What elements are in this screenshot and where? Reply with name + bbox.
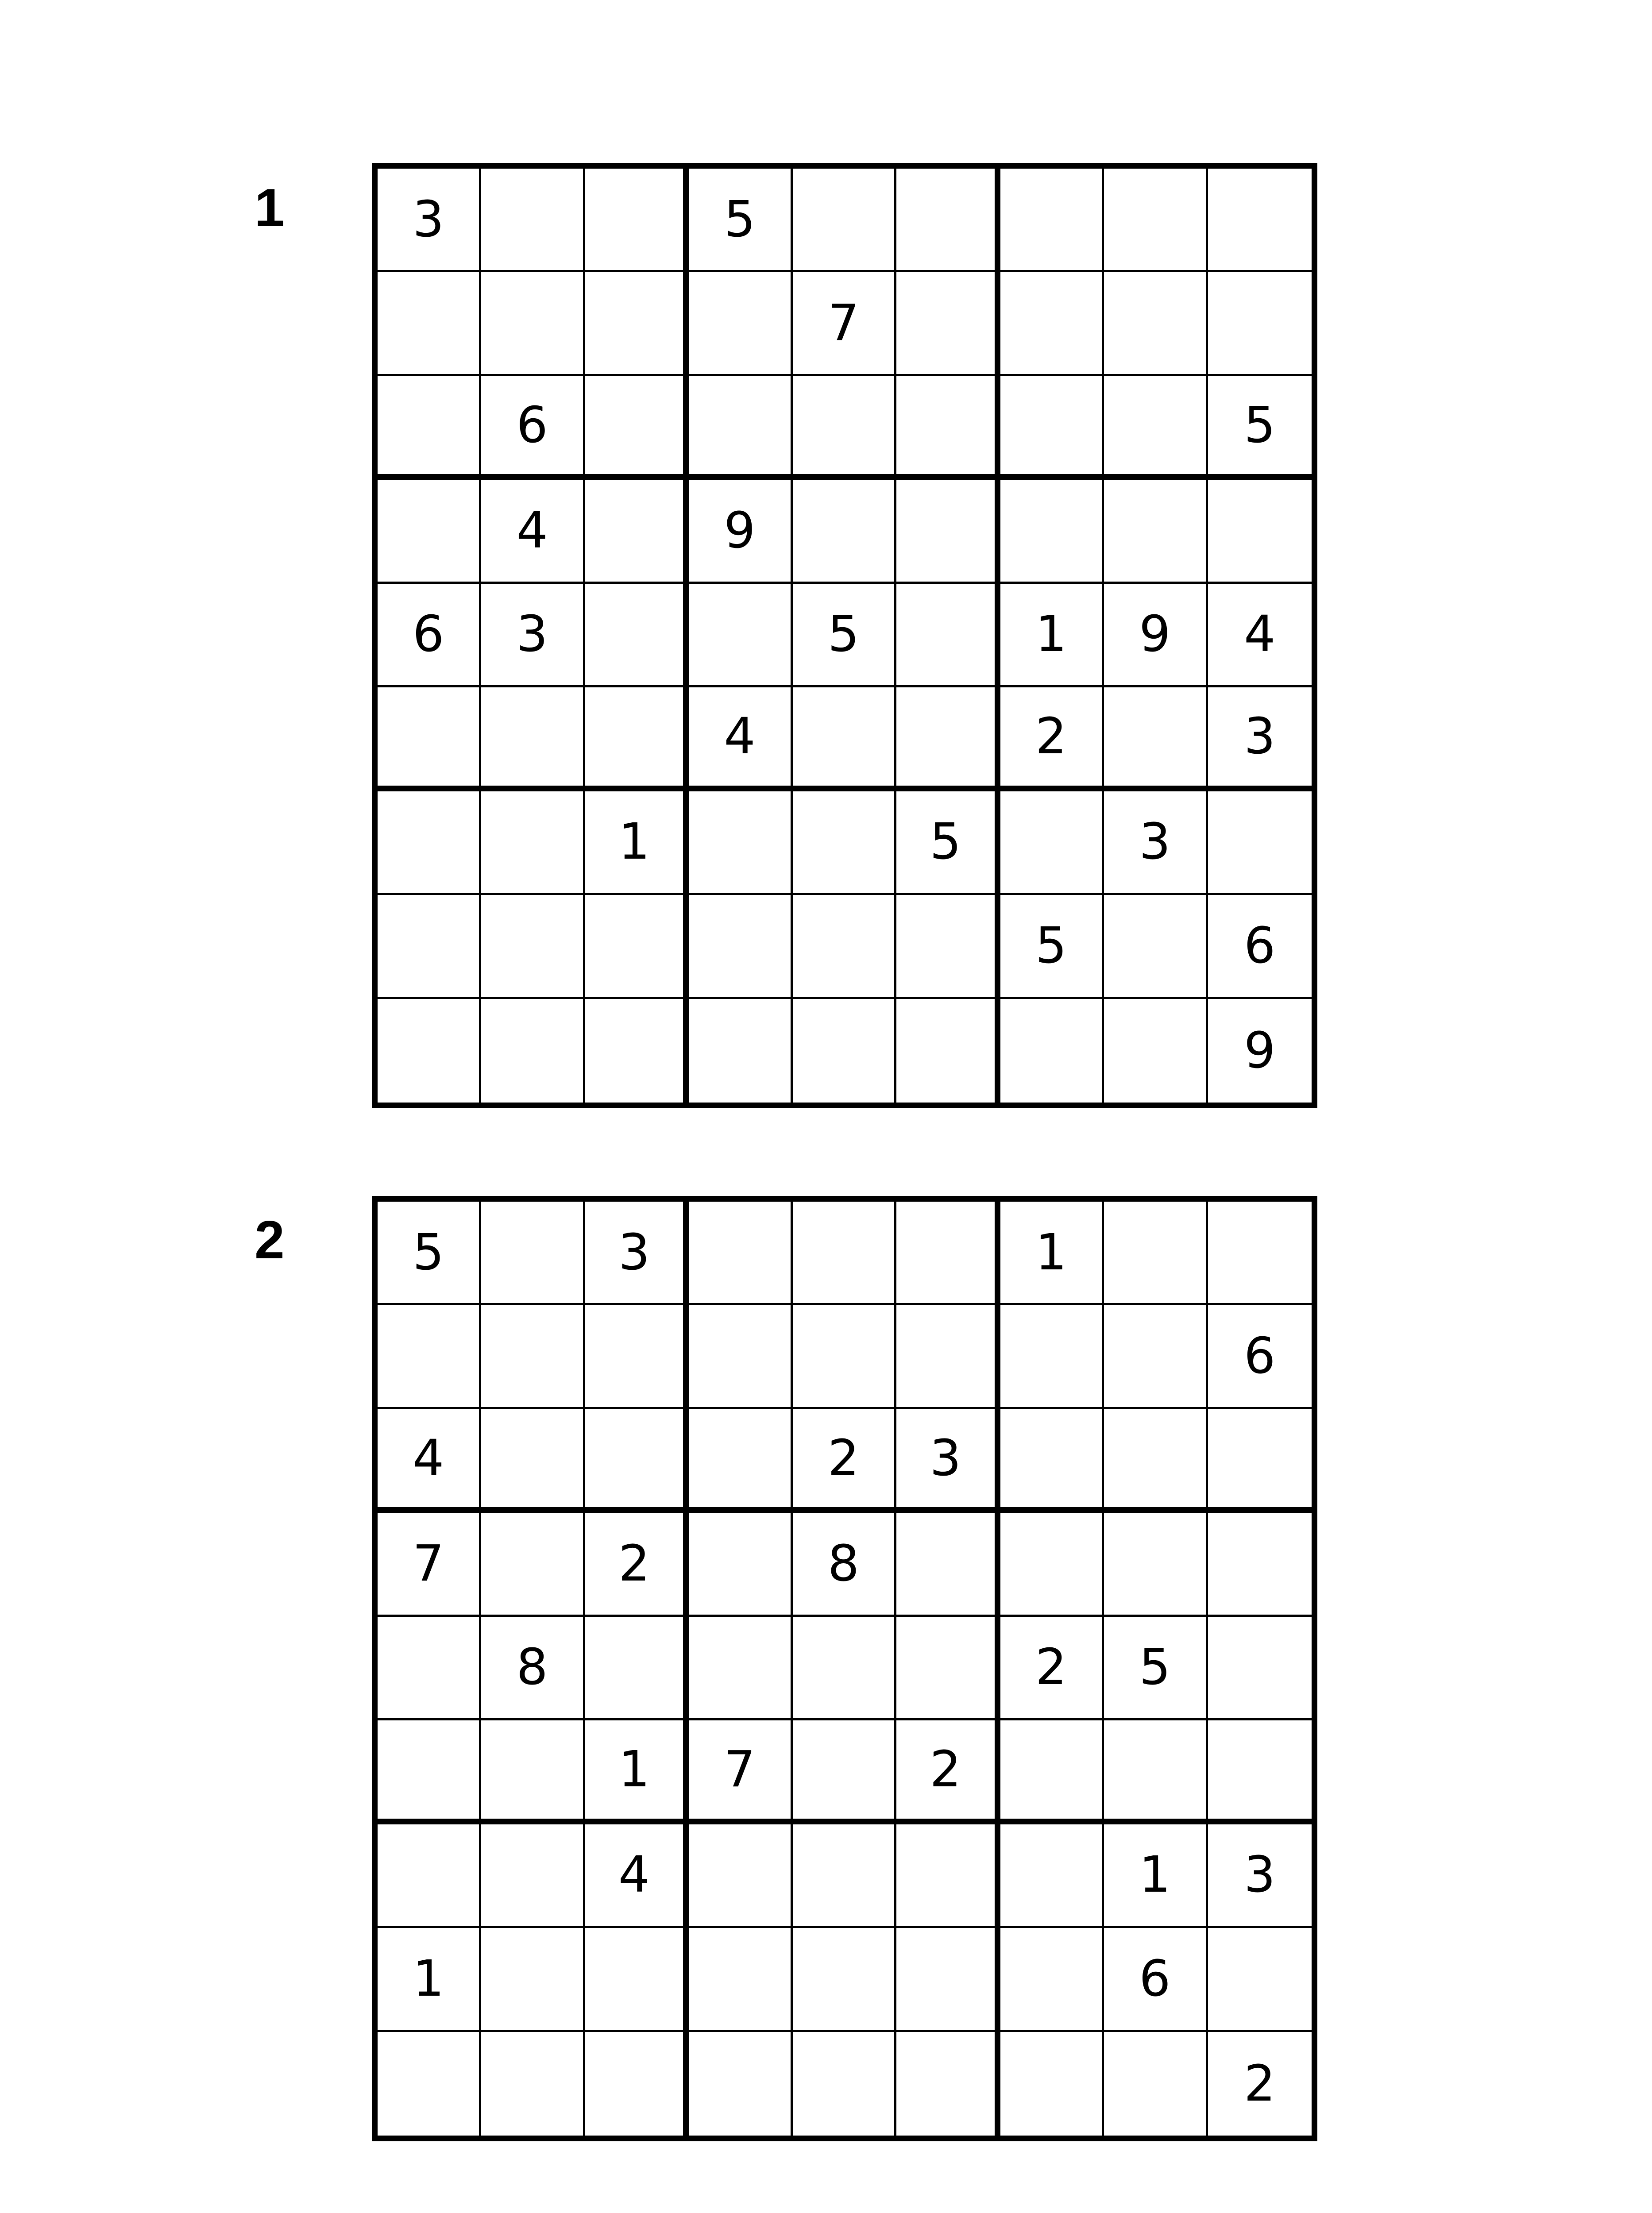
- puzzle-number-2: 2: [255, 1210, 285, 1270]
- given-digit-cell: 9: [1244, 1022, 1276, 1080]
- empty-cell[interactable]: [896, 169, 1000, 272]
- empty-cell[interactable]: [1104, 895, 1208, 999]
- empty-cell[interactable]: [1104, 1409, 1208, 1513]
- given-digit-cell: 2: [793, 1409, 896, 1513]
- empty-cell[interactable]: [1104, 272, 1208, 376]
- empty-cell[interactable]: [481, 1409, 585, 1513]
- empty-cell[interactable]: [1208, 1202, 1312, 1305]
- empty-cell[interactable]: [585, 1928, 689, 2032]
- given-digit-cell: 2: [896, 1720, 1000, 1824]
- empty-cell[interactable]: [1000, 1720, 1104, 1824]
- given-digit-cell: 4: [378, 1409, 481, 1513]
- empty-cell[interactable]: [689, 999, 792, 1103]
- empty-cell[interactable]: [481, 1305, 585, 1409]
- given-digit-cell: 2: [1244, 2055, 1276, 2113]
- empty-cell[interactable]: [1000, 791, 1104, 895]
- empty-cell[interactable]: [896, 1513, 1000, 1616]
- empty-cell[interactable]: [1104, 1720, 1208, 1824]
- empty-cell[interactable]: [378, 272, 481, 376]
- empty-cell[interactable]: [585, 584, 689, 687]
- given-digit-cell: 2: [1000, 687, 1104, 791]
- empty-cell[interactable]: [585, 1409, 689, 1513]
- empty-cell[interactable]: [689, 584, 792, 687]
- empty-cell[interactable]: [689, 1409, 792, 1513]
- empty-cell[interactable]: [1000, 1928, 1104, 2032]
- empty-cell[interactable]: [481, 2032, 585, 2136]
- given-digit-cell: 3: [896, 1409, 1000, 1513]
- empty-cell[interactable]: [1104, 999, 1208, 1103]
- given-digit-cell: 4: [689, 687, 792, 791]
- empty-cell[interactable]: [1208, 169, 1312, 272]
- empty-cell[interactable]: [793, 169, 896, 272]
- empty-cell[interactable]: [689, 1305, 792, 1409]
- given-digit-cell: 3: [481, 584, 585, 687]
- given-digit-cell: 1: [585, 791, 689, 895]
- given-digit-cell: 5: [378, 1202, 481, 1305]
- given-digit-cell: 1: [1000, 584, 1104, 687]
- empty-cell[interactable]: [689, 1824, 792, 1928]
- given-digit-cell: 6: [1208, 1305, 1312, 1409]
- given-digit-cell: 4: [585, 1824, 689, 1928]
- empty-cell[interactable]: [1000, 376, 1104, 480]
- empty-cell[interactable]: [1208, 1409, 1312, 1513]
- given-digit-cell: 7: [689, 1720, 792, 1824]
- given-digit-cell: 1: [585, 1720, 689, 1824]
- given-digit-cell: 3: [1104, 791, 1208, 895]
- empty-cell[interactable]: [1104, 1202, 1208, 1305]
- empty-cell[interactable]: [1104, 169, 1208, 272]
- empty-cell[interactable]: [481, 687, 585, 791]
- given-digit-cell: 5: [896, 791, 1000, 895]
- empty-cell[interactable]: [689, 2032, 792, 2136]
- empty-cell[interactable]: [793, 687, 896, 791]
- empty-cell[interactable]: [378, 376, 481, 480]
- empty-cell[interactable]: [378, 2032, 481, 2136]
- given-digit-cell: 6: [481, 376, 585, 480]
- given-digit-cell: 1: [1000, 1202, 1104, 1305]
- empty-cell[interactable]: [793, 1305, 896, 1409]
- empty-cell[interactable]: [793, 1617, 896, 1720]
- empty-cell[interactable]: [896, 895, 1000, 999]
- given-digit-cell: 5: [793, 584, 896, 687]
- empty-cell[interactable]: [378, 1824, 481, 1928]
- given-digit-cell: 3: [1208, 1824, 1312, 1928]
- empty-cell[interactable]: [793, 376, 896, 480]
- empty-cell[interactable]: [378, 480, 481, 583]
- given-digit-cell: 1: [378, 1928, 481, 2032]
- given-digit-cell: 5: [1208, 376, 1312, 480]
- empty-cell[interactable]: [1208, 1928, 1312, 2032]
- empty-cell[interactable]: [481, 791, 585, 895]
- empty-cell[interactable]: [793, 1928, 896, 2032]
- given-digit-cell: 1: [1104, 1824, 1208, 1928]
- empty-cell[interactable]: [1104, 687, 1208, 791]
- empty-cell[interactable]: [481, 999, 585, 1103]
- empty-cell[interactable]: [1000, 480, 1104, 583]
- empty-cell[interactable]: [1208, 480, 1312, 583]
- empty-cell[interactable]: [896, 1202, 1000, 1305]
- given-digit-cell: 4: [1208, 584, 1312, 687]
- empty-cell[interactable]: [793, 1720, 896, 1824]
- empty-cell[interactable]: [896, 272, 1000, 376]
- empty-cell[interactable]: [1208, 791, 1312, 895]
- empty-cell[interactable]: [793, 791, 896, 895]
- sudoku-grid-2: [372, 1196, 1317, 2141]
- empty-cell[interactable]: [378, 1720, 481, 1824]
- empty-cell[interactable]: [689, 376, 792, 480]
- empty-cell[interactable]: [793, 1202, 896, 1305]
- empty-cell[interactable]: [1000, 999, 1104, 1103]
- empty-cell[interactable]: [585, 687, 689, 791]
- empty-cell[interactable]: [896, 376, 1000, 480]
- empty-cell[interactable]: [1000, 1305, 1104, 1409]
- empty-cell[interactable]: [1208, 1720, 1312, 1824]
- empty-cell[interactable]: [1000, 1824, 1104, 1928]
- empty-cell[interactable]: [689, 1202, 792, 1305]
- empty-cell[interactable]: [689, 1617, 792, 1720]
- empty-cell[interactable]: [1104, 1305, 1208, 1409]
- empty-cell[interactable]: [481, 1720, 585, 1824]
- given-digit-cell: 2: [585, 1513, 689, 1616]
- given-digit-cell: 7: [378, 1513, 481, 1616]
- given-digit-cell: 5: [1104, 1617, 1208, 1720]
- empty-cell[interactable]: [378, 1305, 481, 1409]
- empty-cell[interactable]: [378, 895, 481, 999]
- empty-cell[interactable]: [585, 999, 689, 1103]
- empty-cell[interactable]: [481, 895, 585, 999]
- empty-cell[interactable]: [689, 791, 792, 895]
- empty-cell[interactable]: [481, 1928, 585, 2032]
- empty-cell[interactable]: [1104, 376, 1208, 480]
- given-digit-cell: 3: [585, 1202, 689, 1305]
- empty-cell[interactable]: [896, 1617, 1000, 1720]
- empty-cell[interactable]: [481, 272, 585, 376]
- empty-cell[interactable]: [1104, 1513, 1208, 1616]
- empty-cell[interactable]: [1000, 169, 1104, 272]
- given-digit-cell: 6: [378, 584, 481, 687]
- empty-cell[interactable]: [378, 791, 481, 895]
- given-digit-cell: 8: [481, 1617, 585, 1720]
- empty-cell[interactable]: [793, 480, 896, 583]
- empty-cell[interactable]: [585, 376, 689, 480]
- empty-cell[interactable]: [896, 1305, 1000, 1409]
- empty-cell[interactable]: [1000, 2032, 1104, 2136]
- empty-cell[interactable]: [689, 1513, 792, 1616]
- empty-cell[interactable]: [1000, 1513, 1104, 1616]
- empty-cell[interactable]: [793, 2032, 896, 2136]
- given-digit-cell: 5: [1000, 895, 1104, 999]
- empty-cell[interactable]: [896, 687, 1000, 791]
- given-digit-cell: 9: [689, 480, 792, 583]
- given-digit-cell: 6: [1104, 1928, 1208, 2032]
- given-digit-cell: 4: [481, 480, 585, 583]
- empty-cell[interactable]: [585, 169, 689, 272]
- empty-cell[interactable]: [1208, 1617, 1312, 1720]
- given-digit-cell: 3: [1208, 687, 1312, 791]
- empty-cell[interactable]: [585, 272, 689, 376]
- empty-cell[interactable]: [585, 2032, 689, 2136]
- given-digit-cell: 8: [793, 1513, 896, 1616]
- empty-cell[interactable]: [1000, 1409, 1104, 1513]
- given-digit-cell: 7: [793, 272, 896, 376]
- empty-cell[interactable]: [896, 1928, 1000, 2032]
- empty-cell[interactable]: [481, 1202, 585, 1305]
- empty-cell[interactable]: [481, 1513, 585, 1616]
- empty-cell[interactable]: [1208, 272, 1312, 376]
- empty-cell[interactable]: [793, 999, 896, 1103]
- empty-cell[interactable]: [896, 584, 1000, 687]
- empty-cell[interactable]: [585, 480, 689, 583]
- given-digit-cell: 5: [689, 169, 792, 272]
- empty-cell[interactable]: [689, 272, 792, 376]
- sudoku-grid-1: [372, 163, 1317, 1108]
- empty-cell[interactable]: [1104, 2032, 1208, 2136]
- empty-cell[interactable]: [378, 999, 481, 1103]
- given-digit-cell: 3: [378, 169, 481, 272]
- given-digit-cell: 9: [1104, 584, 1208, 687]
- empty-cell[interactable]: [378, 687, 481, 791]
- empty-cell[interactable]: [585, 1617, 689, 1720]
- empty-cell[interactable]: [585, 895, 689, 999]
- empty-cell[interactable]: [689, 895, 792, 999]
- empty-cell[interactable]: [481, 169, 585, 272]
- empty-cell[interactable]: [896, 480, 1000, 583]
- empty-cell[interactable]: [689, 1928, 792, 2032]
- empty-cell[interactable]: [896, 999, 1000, 1103]
- given-digit-cell: 6: [1208, 895, 1312, 999]
- empty-cell[interactable]: [1208, 1513, 1312, 1616]
- given-digit-cell: 2: [1000, 1617, 1104, 1720]
- empty-cell[interactable]: [1104, 480, 1208, 583]
- empty-cell[interactable]: [793, 895, 896, 999]
- puzzle-number-1: 1: [255, 177, 285, 238]
- empty-cell[interactable]: [481, 1824, 585, 1928]
- empty-cell[interactable]: [896, 2032, 1000, 2136]
- empty-cell[interactable]: [378, 1617, 481, 1720]
- empty-cell[interactable]: [585, 1305, 689, 1409]
- empty-cell[interactable]: [793, 1824, 896, 1928]
- empty-cell[interactable]: [896, 1824, 1000, 1928]
- empty-cell[interactable]: [1000, 272, 1104, 376]
